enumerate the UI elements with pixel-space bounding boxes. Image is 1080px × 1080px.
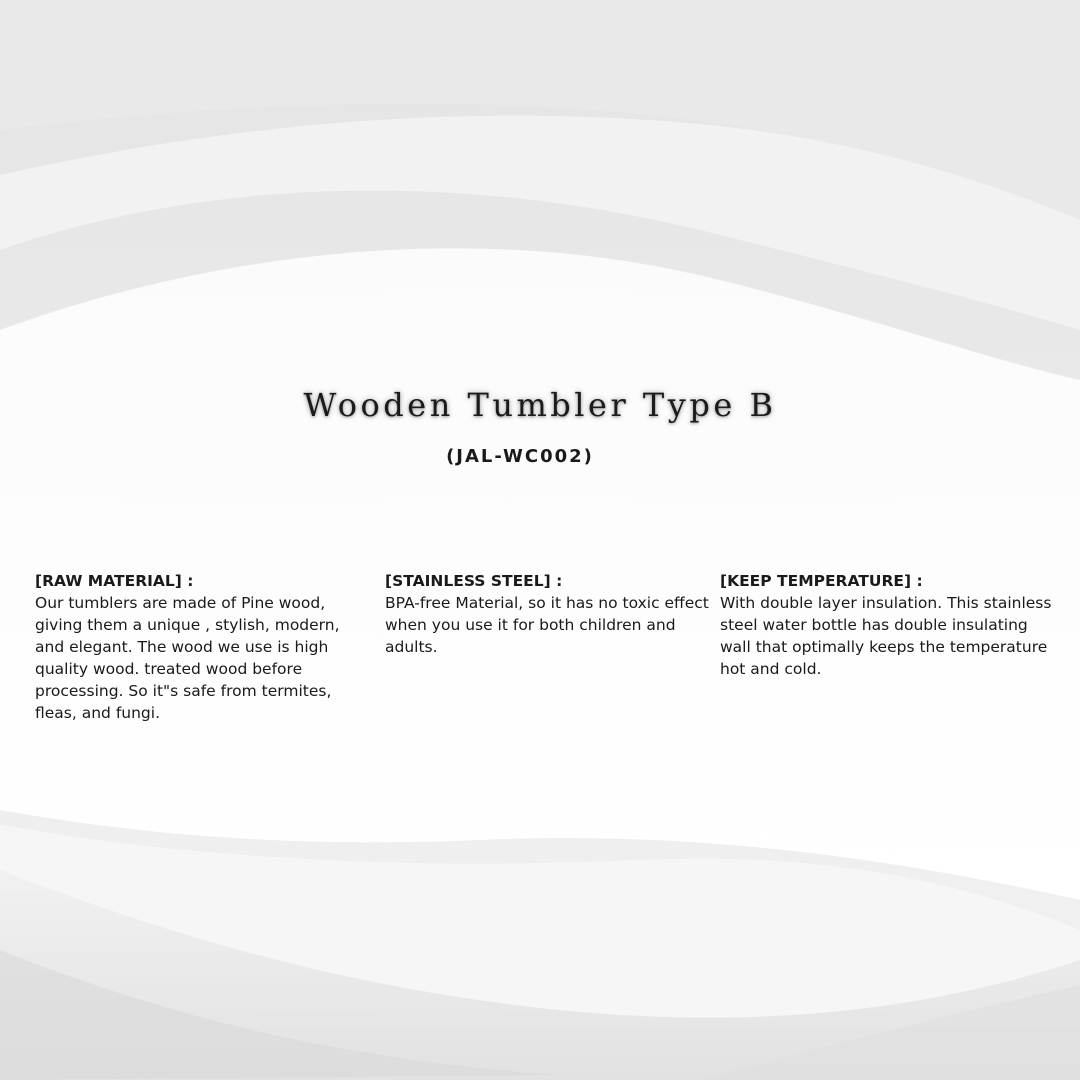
feature-raw-material: [35, 570, 365, 724]
feature-description: BPA-free Material, so it has no toxic effect when you use it for both children and adults.: [385, 594, 709, 656]
feature-description: Our tumblers are made of Pine wood, giving them a unique , stylish, modern, and elegant. The wood we use is high quality wood. treated wood before processing. So it"s safe from termites, fleas, and fungi.: [35, 594, 340, 722]
product-code: (JAL-WC002): [446, 446, 594, 467]
feature-stainless-steel: [385, 570, 710, 658]
feature-heading: [RAW MATERIAL] :: [35, 572, 194, 590]
feature-heading: [STAINLESS STEEL] :: [385, 572, 563, 590]
product-title: Wooden Tumbler Type B: [303, 386, 777, 424]
feature-heading: [KEEP TEMPERATURE] :: [720, 572, 923, 590]
feature-description: With double layer insulation. This stainless steel water bottle has double insulating wall that optimally keeps the temperature hot and cold.: [720, 594, 1052, 678]
feature-keep-temperature: [720, 570, 1055, 680]
